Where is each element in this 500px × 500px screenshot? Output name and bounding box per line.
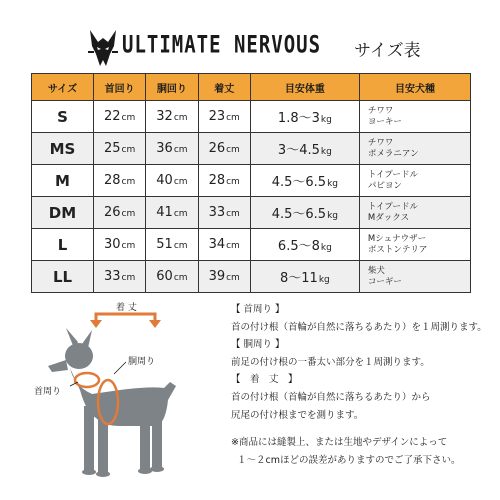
size-cell [32, 165, 94, 197]
chest-cell-value: 60 [156, 269, 173, 284]
unit-label: cm [226, 145, 240, 155]
unit-label: cm [121, 177, 136, 187]
unit-label: kg [320, 115, 332, 125]
col-header-chest: 胴回り [146, 74, 198, 101]
table-row [32, 165, 471, 197]
length-cell [198, 229, 250, 261]
length-note-desc2: 尻尾の付け根までを測ります。 [231, 409, 364, 421]
chest-cell-value: 51 [156, 237, 173, 252]
breed-cell [359, 101, 470, 133]
neck-cell [94, 101, 146, 133]
chest-cell [146, 229, 198, 261]
breed-name: Mシュナウザー [367, 233, 427, 244]
size-cell-value: DM [48, 203, 77, 222]
neck-cell [94, 165, 146, 197]
breed-cell [359, 261, 470, 293]
unit-label: kg [320, 243, 332, 253]
unit-label: cm [121, 241, 136, 251]
weight-cell [250, 197, 359, 229]
length-note-title: 【 着 丈 】 [231, 374, 298, 386]
length-cell-value: 26 [208, 141, 226, 156]
table-row [32, 197, 471, 229]
unit-label: cm [173, 177, 188, 187]
dog-measurement-diagram [0, 290, 230, 500]
weight-cell [250, 101, 359, 133]
col-header-size: サイズ [32, 74, 94, 101]
breed-cell [359, 165, 470, 197]
unit-label: cm [173, 113, 188, 123]
neck-cell-value: 33 [104, 269, 121, 284]
neck-cell [94, 197, 146, 229]
chest-cell [146, 197, 198, 229]
breed-name: コーギー [367, 276, 402, 287]
breed-name: ポメラニアン [367, 148, 419, 159]
length-cell-value: 33 [208, 205, 226, 220]
chest-note-title: 【 胴周り 】 [231, 339, 285, 351]
breed-name: 柴犬 [367, 265, 385, 276]
size-cell [32, 197, 94, 229]
unit-label: cm [121, 209, 136, 219]
length-label: 着 丈 [116, 303, 137, 313]
size-cell-value: L [57, 235, 68, 254]
table-header-row [32, 74, 471, 101]
header [0, 26, 500, 76]
neck-label: 首周り [34, 387, 62, 397]
neck-note-desc: 首の付け根（首輪が自然に落ちるあたり）を１周測ります。 [231, 321, 487, 333]
weight-cell [250, 261, 359, 293]
unit-label: cm [121, 113, 136, 123]
unit-label: cm [173, 209, 188, 219]
size-cell [32, 261, 94, 293]
length-cell [198, 165, 250, 197]
breed-name: ヨーキー [367, 116, 402, 127]
breed-name: ボストンテリア [367, 244, 428, 255]
neck-note-title: 【 首周り 】 [231, 304, 285, 315]
breed-name: Mダックス [367, 212, 410, 223]
length-cell [198, 261, 250, 293]
size-cell-value: M [55, 171, 70, 190]
chest-cell-value: 40 [156, 173, 173, 188]
col-header-neck: 首回り [94, 74, 146, 101]
length-cell-value: 23 [208, 109, 226, 124]
neck-cell [94, 133, 146, 165]
footnote-line1: ※商品には縫製上、または生地やデザインによって [231, 437, 448, 449]
unit-label: cm [121, 145, 136, 155]
unit-label: cm [226, 177, 240, 187]
chest-cell-value: 41 [156, 205, 173, 220]
unit-label: cm [226, 209, 240, 219]
chest-label: 胴周り [128, 357, 156, 367]
unit-label: cm [121, 273, 136, 283]
length-cell [198, 101, 250, 133]
table-row [32, 101, 471, 133]
table-row [32, 261, 471, 293]
unit-label: cm [173, 241, 188, 251]
chest-cell-value: 36 [156, 141, 173, 156]
breed-name: パピヨン [367, 180, 402, 191]
chest-cell [146, 133, 198, 165]
weight-cell [250, 133, 359, 165]
unit-label: cm [226, 273, 240, 283]
size-cell [32, 133, 94, 165]
table-row [32, 133, 471, 165]
chest-cell-value: 32 [156, 109, 173, 124]
neck-cell-value: 26 [104, 205, 121, 220]
unit-label: cm [226, 241, 240, 251]
neck-cell-value: 30 [104, 237, 121, 252]
size-table [31, 73, 471, 293]
breed-name: トイプードル [367, 201, 418, 212]
breed-name: トイプードル [367, 169, 418, 180]
breed-name: チワワ [367, 105, 394, 116]
length-note-desc1: 首の付け根（首輪が自然に落ちるあたり）から [231, 391, 431, 403]
weight-cell-value: 8～11 [279, 271, 318, 286]
col-header-length: 着丈 [198, 74, 250, 101]
wolf-logo-icon [86, 28, 120, 68]
size-cell-value: S [57, 107, 68, 126]
breed-cell [359, 229, 470, 261]
unit-label: kg [318, 275, 330, 285]
unit-label: kg [327, 211, 339, 221]
table-row [32, 229, 471, 261]
weight-cell-value: 6.5～8 [277, 239, 320, 254]
col-header-breed: 目安犬種 [359, 74, 470, 101]
length-cell [198, 197, 250, 229]
weight-cell-value: 1.8～3 [277, 111, 320, 126]
neck-cell-value: 25 [104, 141, 121, 156]
size-cell-value: LL [52, 267, 73, 286]
neck-cell-value: 28 [104, 173, 121, 188]
size-chart-title: サイズ表 [354, 41, 421, 61]
unit-label: kg [327, 179, 339, 189]
length-cell-value: 34 [208, 237, 226, 252]
neck-cell [94, 261, 146, 293]
size-cell [32, 101, 94, 133]
neck-cell [94, 229, 146, 261]
unit-label: kg [320, 147, 332, 157]
neck-cell-value: 22 [104, 109, 121, 124]
col-header-weight: 目安体重 [250, 74, 359, 101]
length-cell-value: 28 [208, 173, 226, 188]
brand-title: ULTIMATE NERVOUS [122, 31, 322, 59]
weight-cell [250, 165, 359, 197]
chest-note-desc: 前足の付け根の一番太い部分を１周測ります。 [231, 356, 430, 368]
chest-cell [146, 101, 198, 133]
measurement-notes [231, 301, 491, 469]
size-cell [32, 229, 94, 261]
length-cell [198, 133, 250, 165]
chest-cell [146, 261, 198, 293]
unit-label: cm [173, 145, 188, 155]
weight-cell-value: 4.5～6.5 [271, 175, 327, 190]
size-cell-value: MS [49, 139, 76, 158]
breed-cell [359, 197, 470, 229]
weight-cell-value: 4.5～6.5 [271, 207, 327, 222]
length-cell-value: 39 [208, 269, 226, 284]
unit-label: cm [226, 113, 240, 123]
unit-label: cm [173, 273, 188, 283]
chest-cell [146, 165, 198, 197]
footnote-line2: １～２cmほどの誤差がありますのでご了承下さい。 [237, 454, 461, 466]
weight-cell [250, 229, 359, 261]
breed-cell [359, 133, 470, 165]
weight-cell-value: 3～4.5 [277, 143, 320, 158]
breed-name: チワワ [367, 137, 394, 148]
